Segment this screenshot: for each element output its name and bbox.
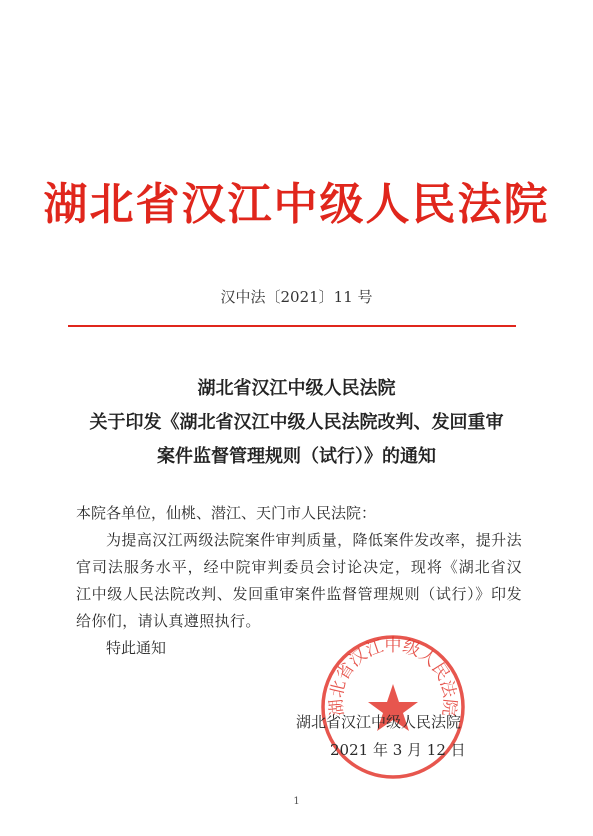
notice-title-line-1: 湖北省汉江中级人民法院 — [197, 378, 396, 399]
signature-block — [296, 708, 496, 764]
page-number: 1 — [293, 796, 300, 807]
signature-date: 2021 年 3 月 12 日 — [330, 741, 466, 759]
signature-organization: 湖北省汉江中级人民法院 — [296, 713, 462, 731]
body-paragraph: 为提高汉江两级法院案件审判质量，降低案件发改率，提升法官司法服务水平，经中院审判委员会讨论决定，现将《湖北省汉江中级人民法院改判、发回重审案件监督管理规则（试行）》印发给你们，请认真遵照执行。 — [76, 531, 522, 630]
addressee-line: 本院各单位，仙桃、潜江、天门市人民法院： — [76, 504, 377, 522]
red-divider-line — [68, 325, 516, 327]
closing-line: 特此通知 — [106, 639, 167, 657]
notice-title-line-3: 案件监督管理规则（试行）》的通知 — [157, 446, 436, 467]
notice-title — [0, 372, 593, 474]
document-number: 汉中法〔2021〕11 号 — [220, 288, 373, 306]
seal-text: 湖北省汉江中级人民法院 — [326, 635, 460, 717]
notice-title-line-2: 关于印发《湖北省汉江中级人民法院改判、发回重审 — [89, 412, 504, 433]
issuer-header-title: 湖北省汉江中级人民法院 — [43, 179, 550, 230]
